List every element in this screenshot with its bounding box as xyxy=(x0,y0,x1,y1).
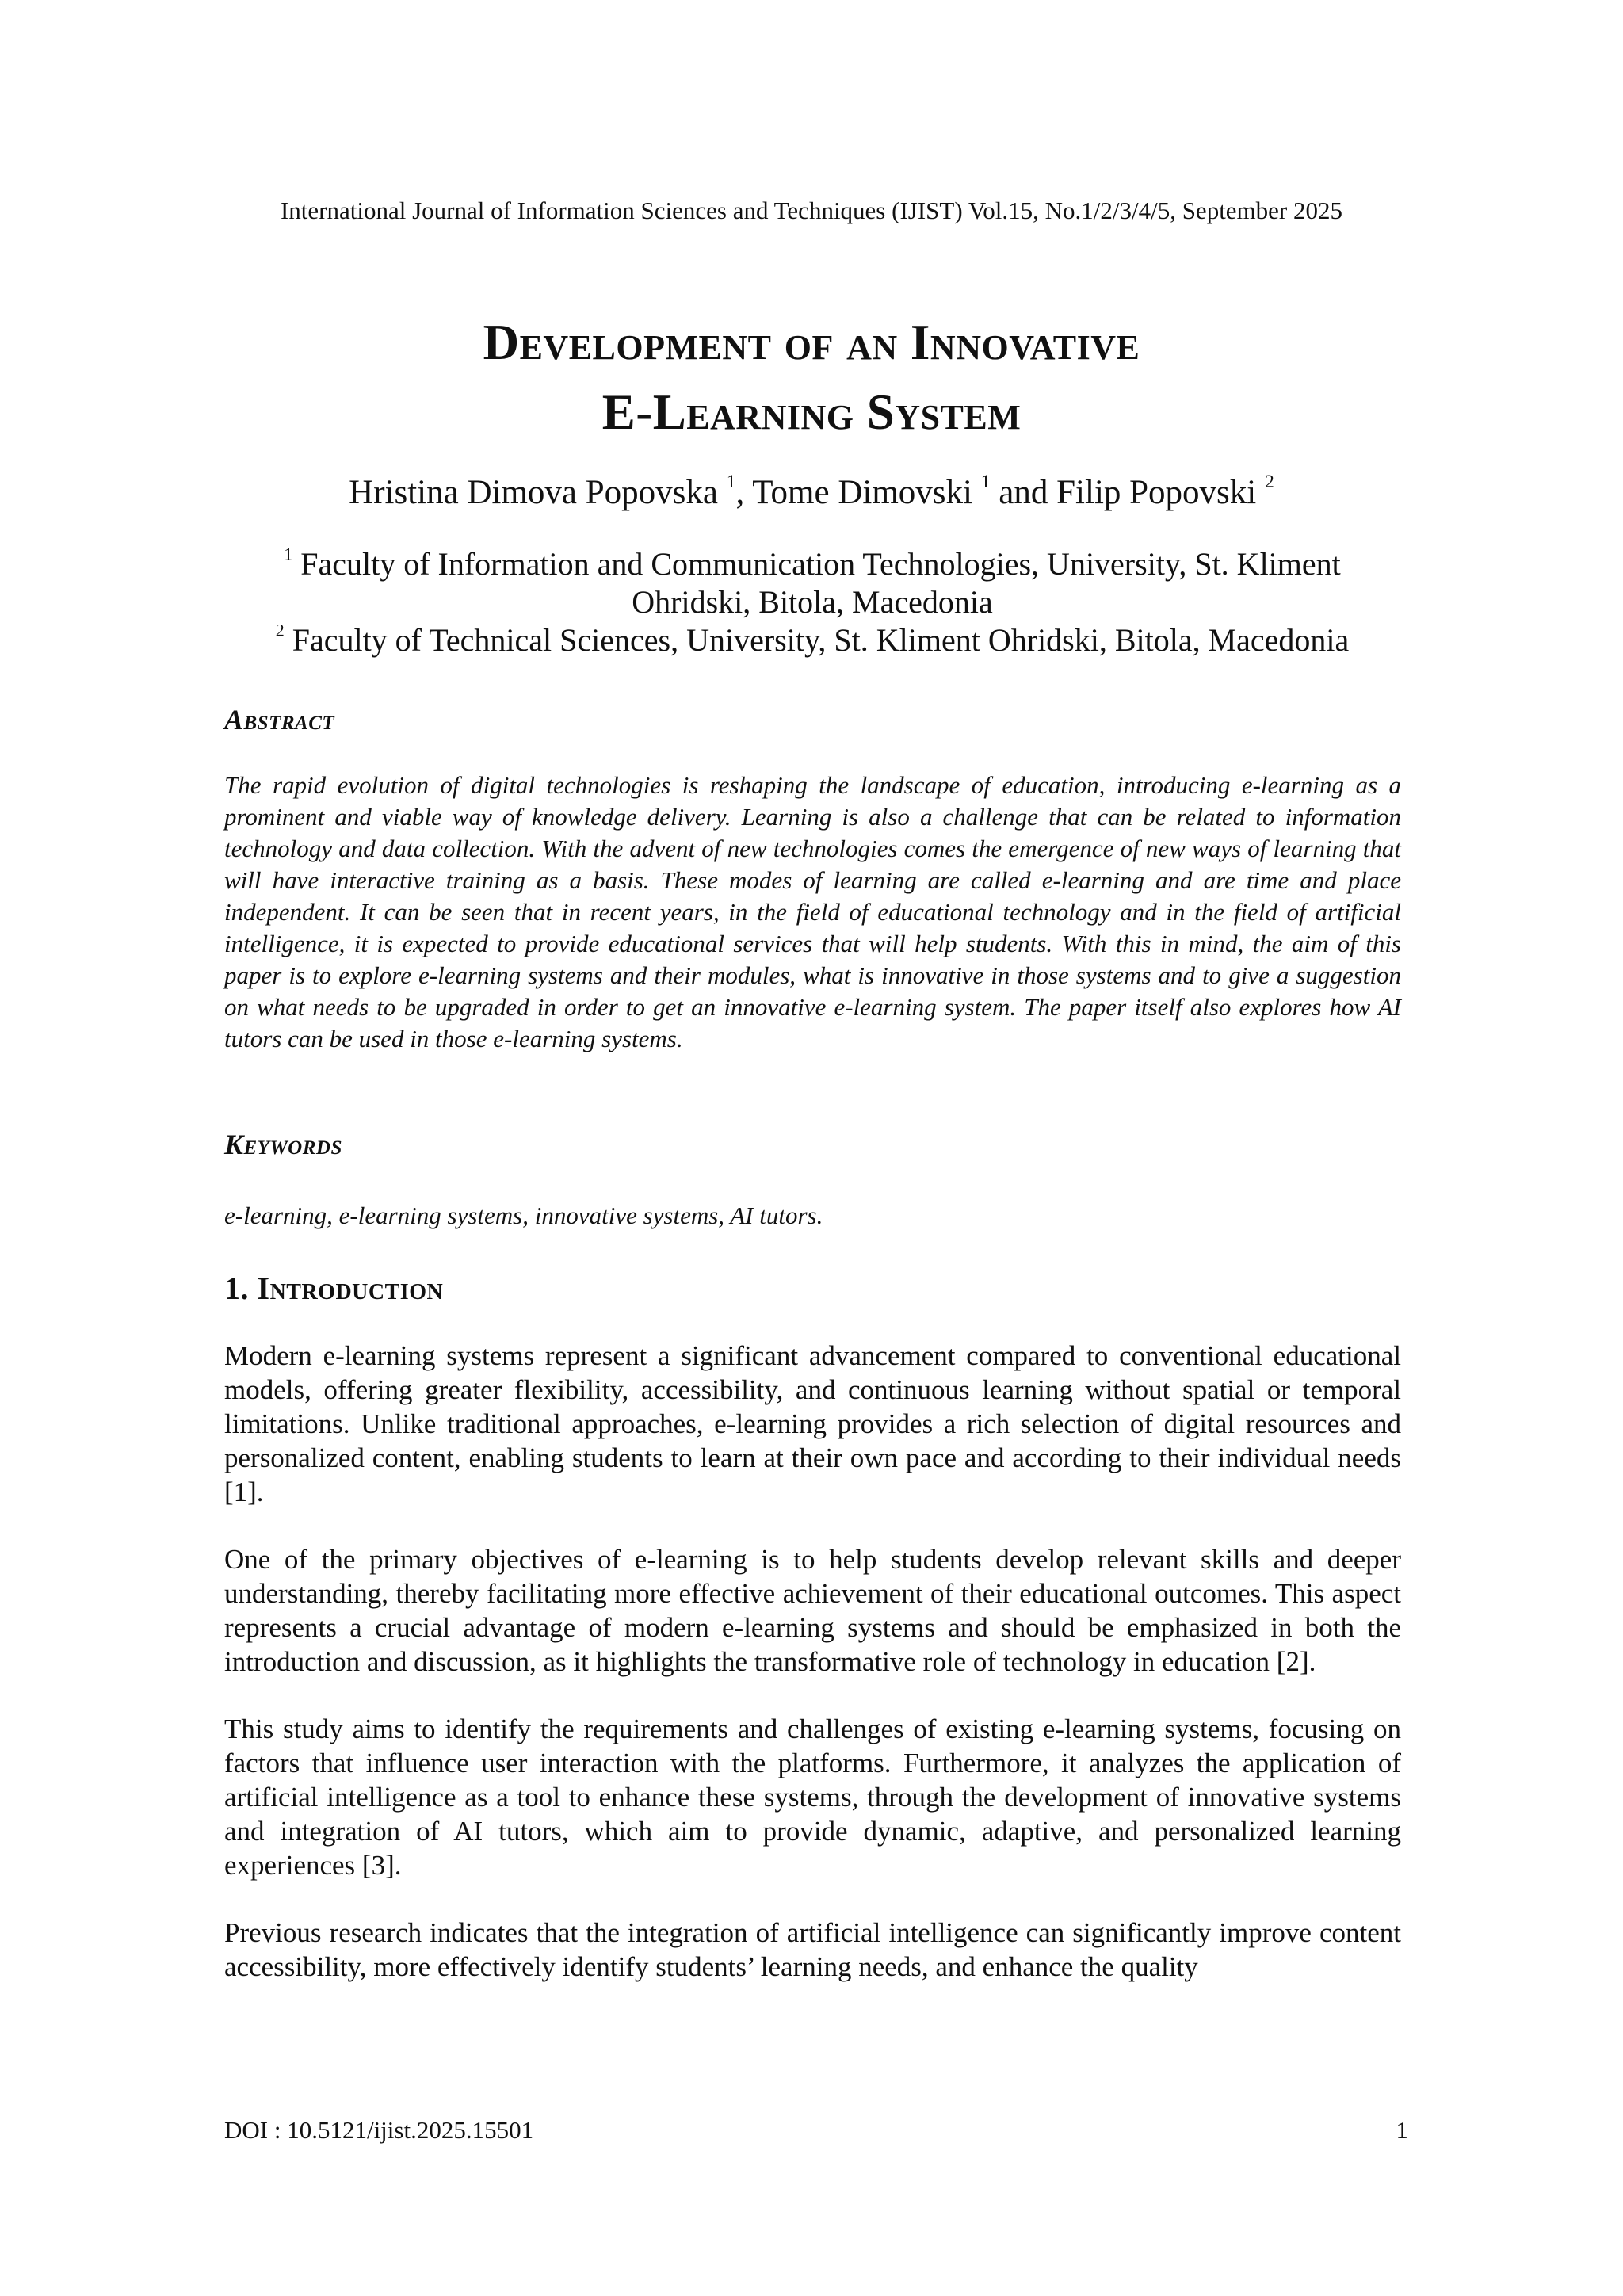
author-1: Hristina Dimova Popovska xyxy=(349,474,718,511)
affiliation-2-text: Faculty of Technical Sciences, University, St. Kliment Ohridski, Bitola, Macedonia xyxy=(292,622,1350,658)
affiliation-2-marker: 2 xyxy=(275,620,285,640)
author-list xyxy=(0,471,1623,515)
keywords-heading: Keywords xyxy=(224,1129,342,1160)
affiliation-1-marker: 1 xyxy=(284,544,293,564)
title-line-1: Development of an Innovative xyxy=(483,315,1140,370)
author-2: Tome Dimovski xyxy=(752,474,972,511)
author-separator-1: , xyxy=(735,474,753,511)
page-number: 1 xyxy=(1396,2116,1408,2144)
affiliation-1-text: Faculty of Information and Communication Technologies, University, St. Kliment Ohridski, Bitola, Macedonia xyxy=(300,546,1341,620)
affiliation-2 xyxy=(222,621,1403,659)
paper-title xyxy=(0,308,1623,447)
introduction-paragraph-4: Previous research indicates that the integration of artificial intelligence can significantly improve content accessibility, more effectively identify students’ learning needs, and enhance the quality xyxy=(224,1917,1401,1982)
running-header: International Journal of Information Sciences and Techniques (IJIST) Vol.15, No.1/2/3/4/5, September 2025 xyxy=(280,197,1343,224)
introduction-paragraph-2: One of the primary objectives of e-learning is to help students develop relevant skills and deeper understanding, thereby facilitating more effective achievement of their educational outcomes. This aspect represents a crucial advantage of modern e-learning systems and should be emphasized in both the introduction and discussion, as it highlights the transformative role of technology in education [2]. xyxy=(224,1544,1401,1677)
author-3: Filip Popovski xyxy=(1056,474,1257,511)
footer-doi: DOI : 10.5121/ijist.2025.15501 xyxy=(224,2116,534,2144)
author-1-affiliation-marker: 1 xyxy=(726,471,736,492)
author-separator-2: and xyxy=(990,474,1057,511)
author-3-affiliation-marker: 2 xyxy=(1265,471,1274,492)
title-line-2: E-Learning System xyxy=(601,384,1022,440)
introduction-heading: 1. Introduction xyxy=(224,1270,444,1306)
introduction-body xyxy=(224,1339,1401,2017)
affiliation-1 xyxy=(222,545,1403,621)
author-2-affiliation-marker: 1 xyxy=(980,471,991,492)
introduction-paragraph-1: Modern e-learning systems represent a significant advancement compared to conventional educational models, offering greater flexibility, accessibility, and continuous learning without spatial or temporal limitations. Unlike traditional approaches, e-learning provides a rich selection of digital resources and personalized content, enabling students to learn at their own pace and according to their individual needs [1]. xyxy=(224,1340,1401,1507)
abstract-text: The rapid evolution of digital technologies is reshaping the landscape of education, introducing e-learning as a prominent and viable way of knowledge delivery. Learning is also a challenge that can be related to information technology and data collection. With the advent of new technologies comes the emergence of new ways of learning that will have interactive training as a basis. These modes of learning are called e-learning and are time and place independent. It can be seen that in recent years, in the field of educational technology and in the field of artificial intelligence, it is expected to provide educational services that will help students. With this in mind, the aim of this paper is to explore e-learning systems and their modules, what is innovative in those systems and to give a suggestion on what needs to be upgraded in order to get an innovative e-learning system. The paper itself also explores how AI tutors can be used in those e-learning systems. xyxy=(224,771,1401,1052)
keywords-text: e-learning, e-learning systems, innovative systems, AI tutors. xyxy=(224,1201,823,1229)
abstract-heading: Abstract xyxy=(224,704,335,735)
introduction-paragraph-3: This study aims to identify the requirements and challenges of existing e-learning systems, focusing on factors that influence user interaction with the platforms. Furthermore, it analyzes the application of artificial intelligence as a tool to enhance these systems, through the development of innovative systems and integration of AI tutors, which aim to provide dynamic, adaptive, and personalized learning experiences [3]. xyxy=(224,1713,1401,1881)
affiliation-list xyxy=(222,545,1403,659)
